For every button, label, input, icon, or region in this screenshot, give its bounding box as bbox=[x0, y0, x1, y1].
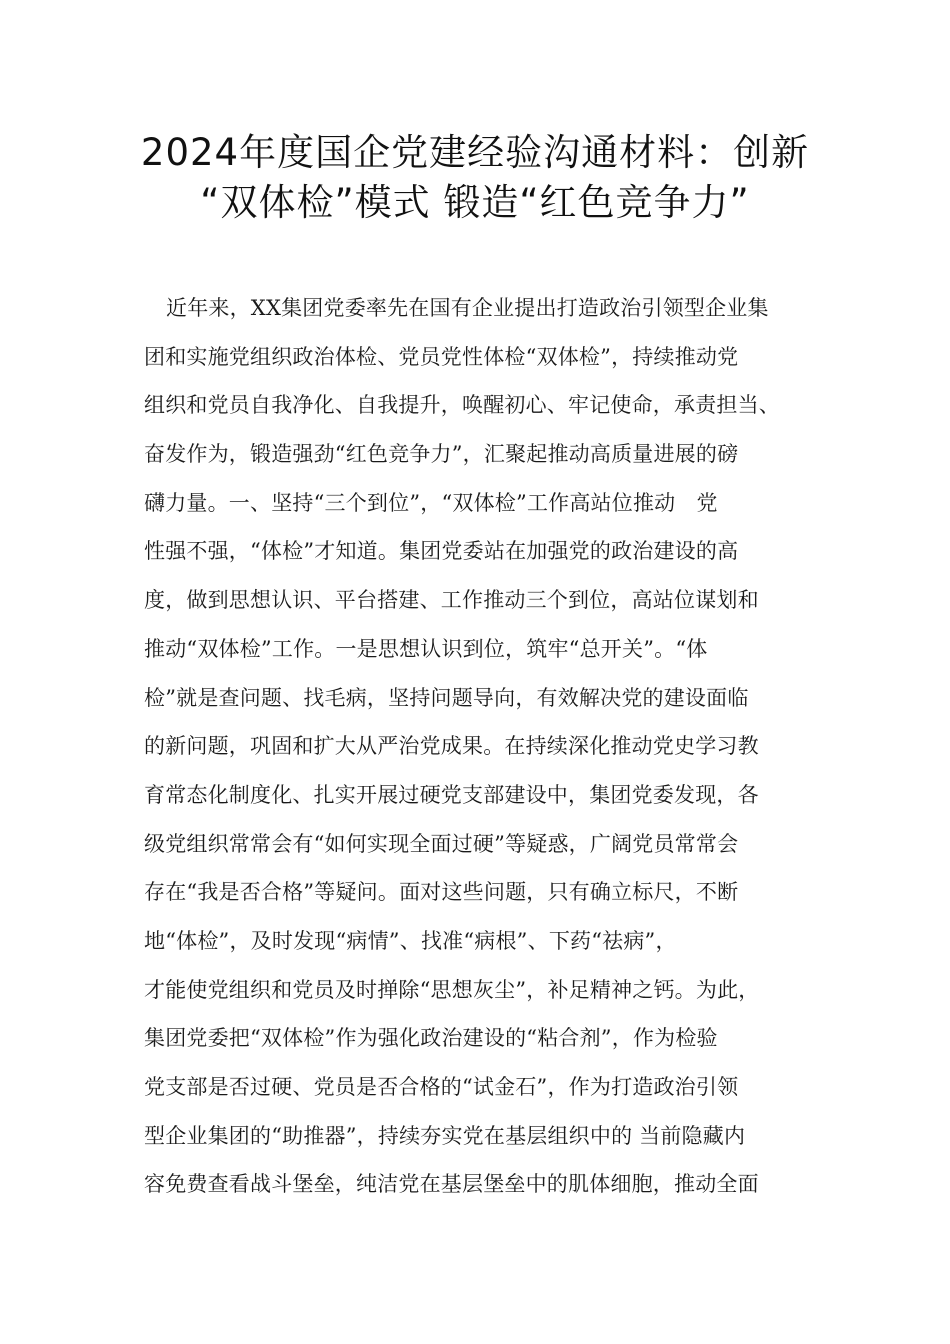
body-line: 近年来，XX集团党委率先在国有企业提出打造政治引领型企业集 bbox=[166, 296, 769, 320]
body-line: 奋发作为，锻造强劲“红色竞争力”，汇聚起推动高质量进展的磅 bbox=[144, 442, 739, 467]
body-line: 集团党委把“双体检”作为强化政治建设的“粘合剂”，作为检验 bbox=[144, 1026, 718, 1051]
body-line: 礴力量。一、坚持“三个到位”，“双体检”工作高站位推动 党 bbox=[144, 490, 718, 515]
document-body bbox=[144, 284, 824, 1209]
body-line: 育常态化制度化、扎实开展过硬党支部建设中，集团党委发现，各 bbox=[144, 782, 759, 807]
body-line: 团和实施党组织政治体检、党员党性体检“双体检”，持续推动党 bbox=[144, 344, 739, 369]
body-line: 容免费查看战斗堡垒，纯洁党在基层堡垒中的肌体细胞，推动全面 bbox=[144, 1172, 759, 1197]
body-line: 型企业集团的“助推器”，持续夯实党在基层组织中的 当前隐藏内 bbox=[144, 1123, 746, 1148]
body-line: 性强不强，“体检”才知道。集团党委站在加强党的政治建设的高 bbox=[144, 539, 739, 564]
body-line: 存在“我是否合格”等疑问。面对这些问题，只有确立标尺，不断 bbox=[144, 880, 739, 905]
body-line: 推动“双体检”工作。一是思想认识到位，筑牢“总开关”。“体 bbox=[144, 636, 708, 661]
body-line: 度，做到思想认识、平台搭建、工作推动三个到位，高站位谋划和 bbox=[144, 588, 759, 613]
title-line-1: 2024年度国企党建经验沟通材料：创新 bbox=[140, 131, 810, 174]
body-line: 的新问题，巩固和扩大从严治党成果。在持续深化推动党史学习教 bbox=[144, 734, 759, 759]
body-line: 级党组织常常会有“如何实现全面过硬”等疑惑，广阔党员常常会 bbox=[144, 831, 739, 856]
document-title bbox=[100, 128, 850, 228]
body-line: 检”就是查问题、找毛病，坚持问题导向，有效解决党的建设面临 bbox=[144, 685, 749, 710]
body-line: 地“体检”，及时发现“病情”、找准“病根”、下药“祛病”， bbox=[144, 928, 677, 953]
title-line-2: “双体检”模式 锻造“红色竞争力” bbox=[200, 181, 750, 224]
body-line: 组织和党员自我净化、自我提升，唤醒初心、牢记使命，承责担当、 bbox=[144, 393, 780, 418]
body-line: 党支部是否过硬、党员是否合格的“试金石”，作为打造政治引领 bbox=[144, 1075, 739, 1099]
body-line: 才能使党组织和党员及时掸除“思想灰尘”，补足精神之钙。为此， bbox=[144, 977, 760, 1002]
